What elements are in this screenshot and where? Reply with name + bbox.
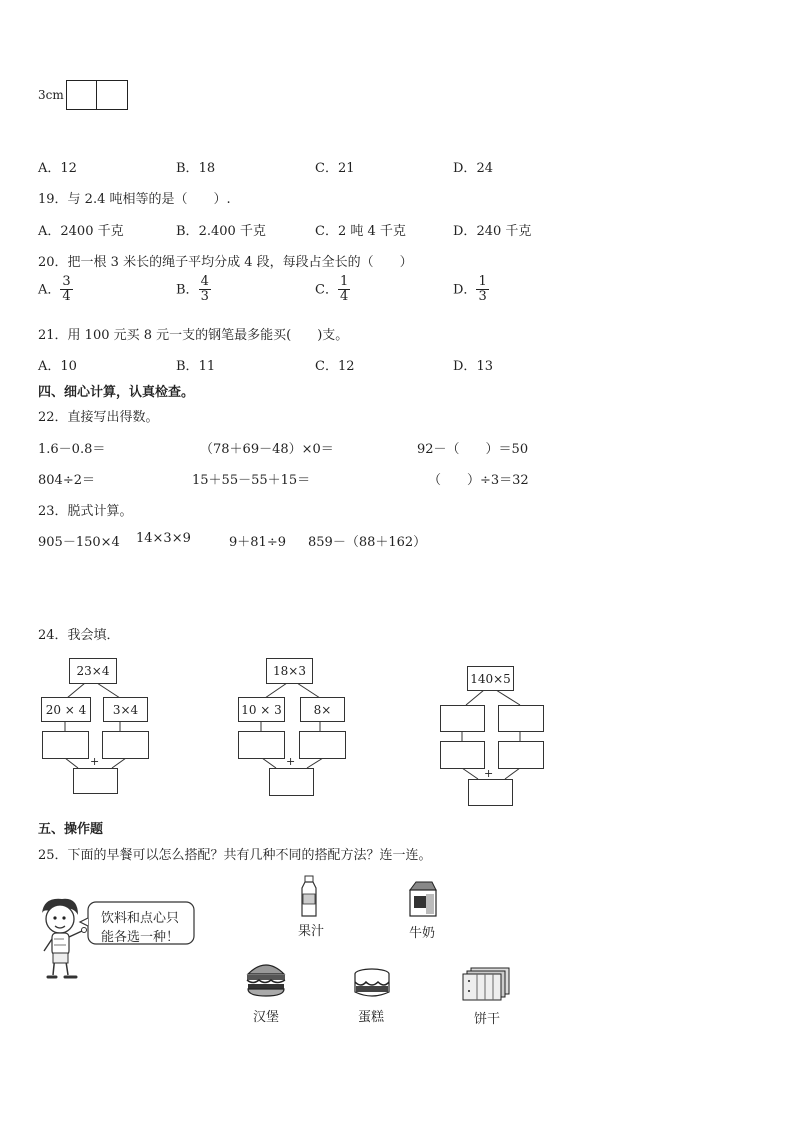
q23-item: 859－（88＋162） xyxy=(308,535,427,550)
q20-stem: 20．把一根 3 米长的绳子平均分成 4 段，每段占全长的（ ） xyxy=(38,255,413,270)
tree-3-answer-box[interactable] xyxy=(440,741,485,769)
hamburger-icon[interactable] xyxy=(245,958,287,998)
tree-2-top-box: 18×3 xyxy=(266,658,313,684)
tree-2-answer-box[interactable] xyxy=(299,731,346,759)
milk-carton-icon[interactable] xyxy=(406,880,438,918)
q24-stem: 24．我会填． xyxy=(38,628,120,643)
speech-text-line-1: 饮料和点心只 xyxy=(101,911,180,926)
q21-option-d[interactable]: D．13 xyxy=(453,359,493,374)
q22-stem: 22．直接写出得数。 xyxy=(38,410,159,425)
q19-option-c[interactable]: C．2 吨 4 千克 xyxy=(315,224,406,239)
tree-1-right-box: 3×4 xyxy=(103,697,148,722)
tree-3-answer-box[interactable] xyxy=(498,741,544,769)
q20-option-b[interactable]: B． $\frac{4}{3}$ xyxy=(176,274,209,305)
q21-option-c[interactable]: C．12 xyxy=(315,359,355,374)
tree-1-sum-box[interactable] xyxy=(73,768,118,794)
q19-option-a[interactable]: A．2400 千克 xyxy=(38,224,124,239)
tree-2-answer-box[interactable] xyxy=(238,731,285,759)
q20-option-a[interactable]: A． $\frac{3}{4}$ xyxy=(38,274,71,305)
fraction: $\frac{3}{4}$ xyxy=(62,274,71,305)
tree-3-sum-box[interactable] xyxy=(468,779,513,806)
q19-option-d[interactable]: D．240 千克 xyxy=(453,224,532,239)
q23-item: 905－150×4 xyxy=(38,535,120,550)
snack-label-hamburger: 汉堡 xyxy=(252,1010,279,1025)
q23-item: 14×3×9 xyxy=(136,531,191,546)
q22-item: 1.6－0.8＝ xyxy=(38,442,106,457)
fraction: $\frac{1}{3}$ xyxy=(478,274,487,305)
tree-2-left-box: 10 × 3 xyxy=(238,697,285,722)
section-4-heading: 四、细心计算，认真检查。 xyxy=(38,385,195,400)
biscuit-icon[interactable] xyxy=(457,966,513,1002)
fraction: $\frac{4}{3}$ xyxy=(200,274,209,305)
q22-item: （78＋69－48）×0＝ xyxy=(200,442,334,457)
q22-item: 804÷2＝ xyxy=(38,473,95,488)
q23-stem: 23．脱式计算。 xyxy=(38,504,133,519)
q21-stem: 21．用 100 元买 8 元一支的钢笔最多能买( )支。 xyxy=(38,328,349,343)
q22-item: （ ）÷3＝32 xyxy=(428,473,529,488)
q18-option-a[interactable]: A．12 xyxy=(38,161,77,176)
fraction: $\frac{1}{4}$ xyxy=(339,274,349,305)
speech-text-line-2: 能各选一种！ xyxy=(101,930,180,945)
tree-1-top-box: 23×4 xyxy=(69,658,117,684)
q19-stem: 19．与 2.4 吨相等的是（ ）. xyxy=(38,192,231,207)
tree-3-right-box[interactable] xyxy=(498,705,544,732)
snack-label-cake: 蛋糕 xyxy=(357,1010,384,1025)
drink-label-juice: 果汁 xyxy=(297,924,324,939)
q21-option-a[interactable]: A．10 xyxy=(38,359,77,374)
q21-option-b[interactable]: B．11 xyxy=(176,359,216,374)
q18-option-d[interactable]: D．24 xyxy=(453,161,493,176)
juice-bottle-icon[interactable] xyxy=(298,876,320,918)
tree-1-answer-box[interactable] xyxy=(42,731,89,759)
tree-1-left-box: 20 × 4 xyxy=(41,697,91,722)
q22-item: 92－（ ）＝50 xyxy=(417,442,529,457)
q18-option-c[interactable]: C．21 xyxy=(315,161,355,176)
tree-3-left-box[interactable] xyxy=(440,705,485,732)
q18-option-b[interactable]: B．18 xyxy=(176,161,216,176)
length-label: 3cm xyxy=(38,88,64,102)
tree-1-answer-box[interactable] xyxy=(102,731,149,759)
q23-item: 9＋81÷9 xyxy=(229,535,286,550)
q19-option-b[interactable]: B．2.400 千克 xyxy=(176,224,266,239)
drink-label-milk: 牛奶 xyxy=(408,926,435,941)
snack-label-biscuit: 饼干 xyxy=(473,1012,500,1027)
plus-sign: + xyxy=(286,755,296,768)
tree-2-sum-box[interactable] xyxy=(269,768,314,796)
plus-sign: + xyxy=(90,755,100,768)
tree-3-top-box: 140×5 xyxy=(467,666,514,691)
q25-stem: 25．下面的早餐可以怎么搭配？共有几种不同的搭配方法？连一连。 xyxy=(38,848,432,863)
q20-option-d[interactable]: D． $\frac{1}{3}$ xyxy=(453,274,487,305)
tree-2-right-box: 8× xyxy=(300,697,345,722)
q20-option-c[interactable]: C． $\frac{1}{4}$ xyxy=(315,274,349,305)
section-5-heading: 五、操作题 xyxy=(38,822,104,837)
q22-item: 15＋55－55＋15＝ xyxy=(192,473,311,488)
cake-icon[interactable] xyxy=(352,966,392,1000)
plus-sign: + xyxy=(484,767,494,780)
